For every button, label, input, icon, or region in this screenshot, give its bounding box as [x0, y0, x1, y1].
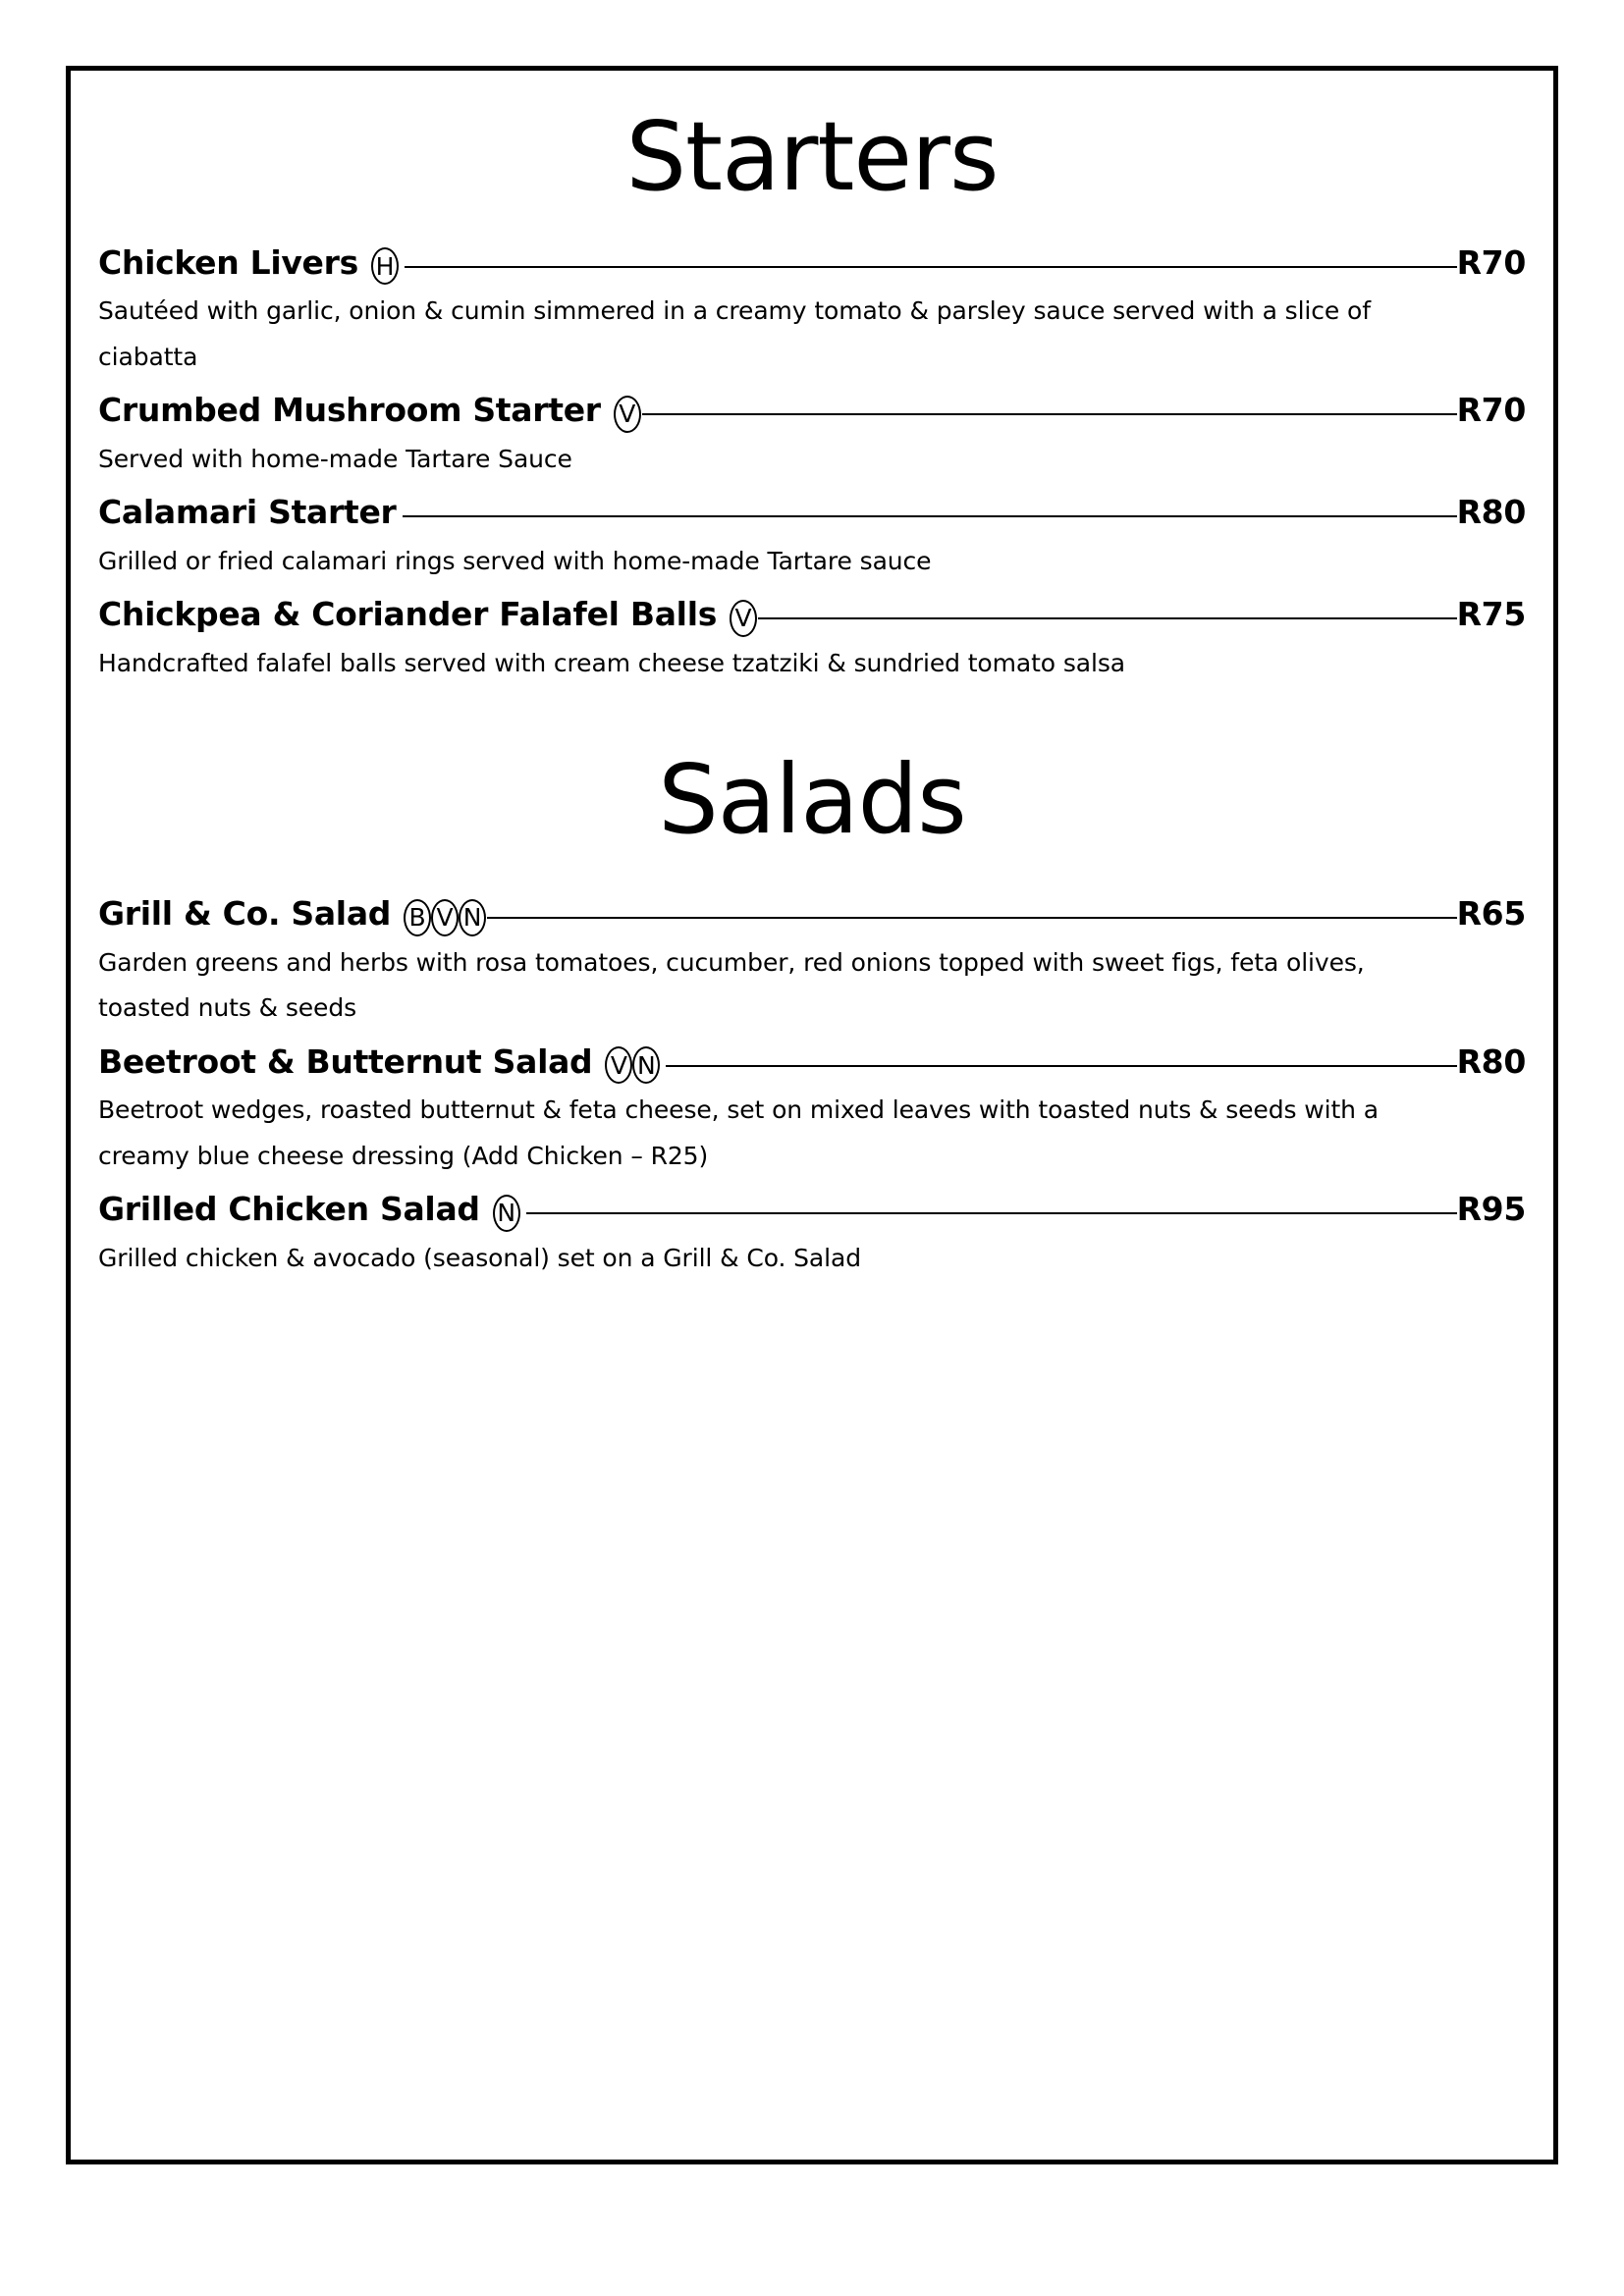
menu-item-row: [98, 386, 1526, 435]
dietary-badge-icon: N: [493, 1195, 520, 1232]
menu-item-price: R80: [1456, 493, 1526, 532]
menu-item-price: R65: [1456, 894, 1526, 933]
menu-item-description: Handcrafted falafel balls served with cream cheese tzatziki & sundried tomato salsa: [98, 648, 1125, 677]
menu-item-name: Calamari Starter: [98, 493, 397, 532]
menu-item-name: Grilled Chicken Salad: [98, 1190, 480, 1228]
dietary-badge-icon: H: [371, 247, 399, 285]
leader-dots: [666, 1065, 1456, 1067]
dietary-badge-icon: B: [404, 899, 431, 936]
leader-dots: [526, 1212, 1457, 1214]
leader-dots: [403, 515, 1457, 517]
dietary-badges: [371, 247, 399, 285]
dietary-badge-icon: V: [605, 1046, 632, 1084]
menu-item-row: [98, 1185, 1526, 1234]
section-title-salads: Salads: [658, 744, 966, 856]
menu-item-row: [98, 1038, 1526, 1087]
dietary-badges: [730, 600, 757, 637]
dietary-badge-icon: V: [614, 396, 641, 433]
menu-item-name: Chickpea & Coriander Falafel Balls: [98, 595, 718, 634]
menu-item-name: Crumbed Mushroom Starter: [98, 391, 601, 430]
dietary-badges: [404, 899, 486, 936]
dietary-badges: [605, 1046, 660, 1084]
menu-item-name: Chicken Livers: [98, 242, 358, 282]
menu-item-name: Grill & Co. Salad: [98, 894, 392, 933]
menu-item-price: R70: [1456, 391, 1526, 430]
menu-item-price: R70: [1456, 242, 1526, 282]
dietary-badge-icon: N: [459, 899, 486, 936]
dietary-badge-icon: V: [730, 600, 757, 637]
leader-dots: [487, 917, 1456, 919]
menu-item-name: Beetroot & Butternut Salad: [98, 1041, 593, 1081]
leader-dots: [642, 413, 1457, 415]
menu-item-price: R75: [1456, 595, 1526, 634]
menu-item: [98, 239, 1526, 381]
dietary-badges: [614, 396, 641, 433]
menu-item-description: Grilled or fried calamari rings served with home-made Tartare sauce: [98, 546, 932, 575]
menu-item-row: [98, 889, 1526, 938]
dietary-badge-icon: V: [431, 899, 459, 936]
menu-item: [98, 488, 1526, 584]
menu-item-price: R80: [1456, 1041, 1526, 1081]
menu-item-description: Garden greens and herbs with rosa tomatoes, cucumber, red onions topped with sweet figs, feta olives, toasted nuts & seeds: [98, 947, 1365, 1022]
menu-content: [71, 71, 1553, 1281]
menu-page: [66, 66, 1558, 2164]
menu-item: [98, 590, 1526, 686]
menu-item: [98, 1185, 1526, 1281]
menu-item-row: [98, 590, 1526, 639]
menu-item-row: [98, 488, 1526, 537]
leader-dots: [758, 617, 1457, 619]
menu-item-description: Beetroot wedges, roasted butternut & feta cheese, set on mixed leaves with toasted nuts & seeds with a creamy blue cheese dressing (Add Chicken – R25): [98, 1095, 1379, 1170]
menu-item-description: Grilled chicken & avocado (seasonal) set on a Grill & Co. Salad: [98, 1243, 861, 1272]
menu-item-price: R95: [1456, 1190, 1526, 1228]
menu-item-description: Sautéed with garlic, onion & cumin simmered in a creamy tomato & parsley sauce served with a slice of ciabatta: [98, 296, 1371, 371]
section-title-starters: Starters: [625, 101, 999, 212]
menu-item: [98, 889, 1526, 1032]
dietary-badge-icon: N: [632, 1046, 660, 1084]
dietary-badges: [493, 1195, 520, 1232]
menu-item: [98, 386, 1526, 482]
menu-item: [98, 1038, 1526, 1180]
menu-item-description: Served with home-made Tartare Sauce: [98, 444, 572, 473]
menu-item-row: [98, 239, 1526, 288]
leader-dots: [405, 266, 1457, 268]
